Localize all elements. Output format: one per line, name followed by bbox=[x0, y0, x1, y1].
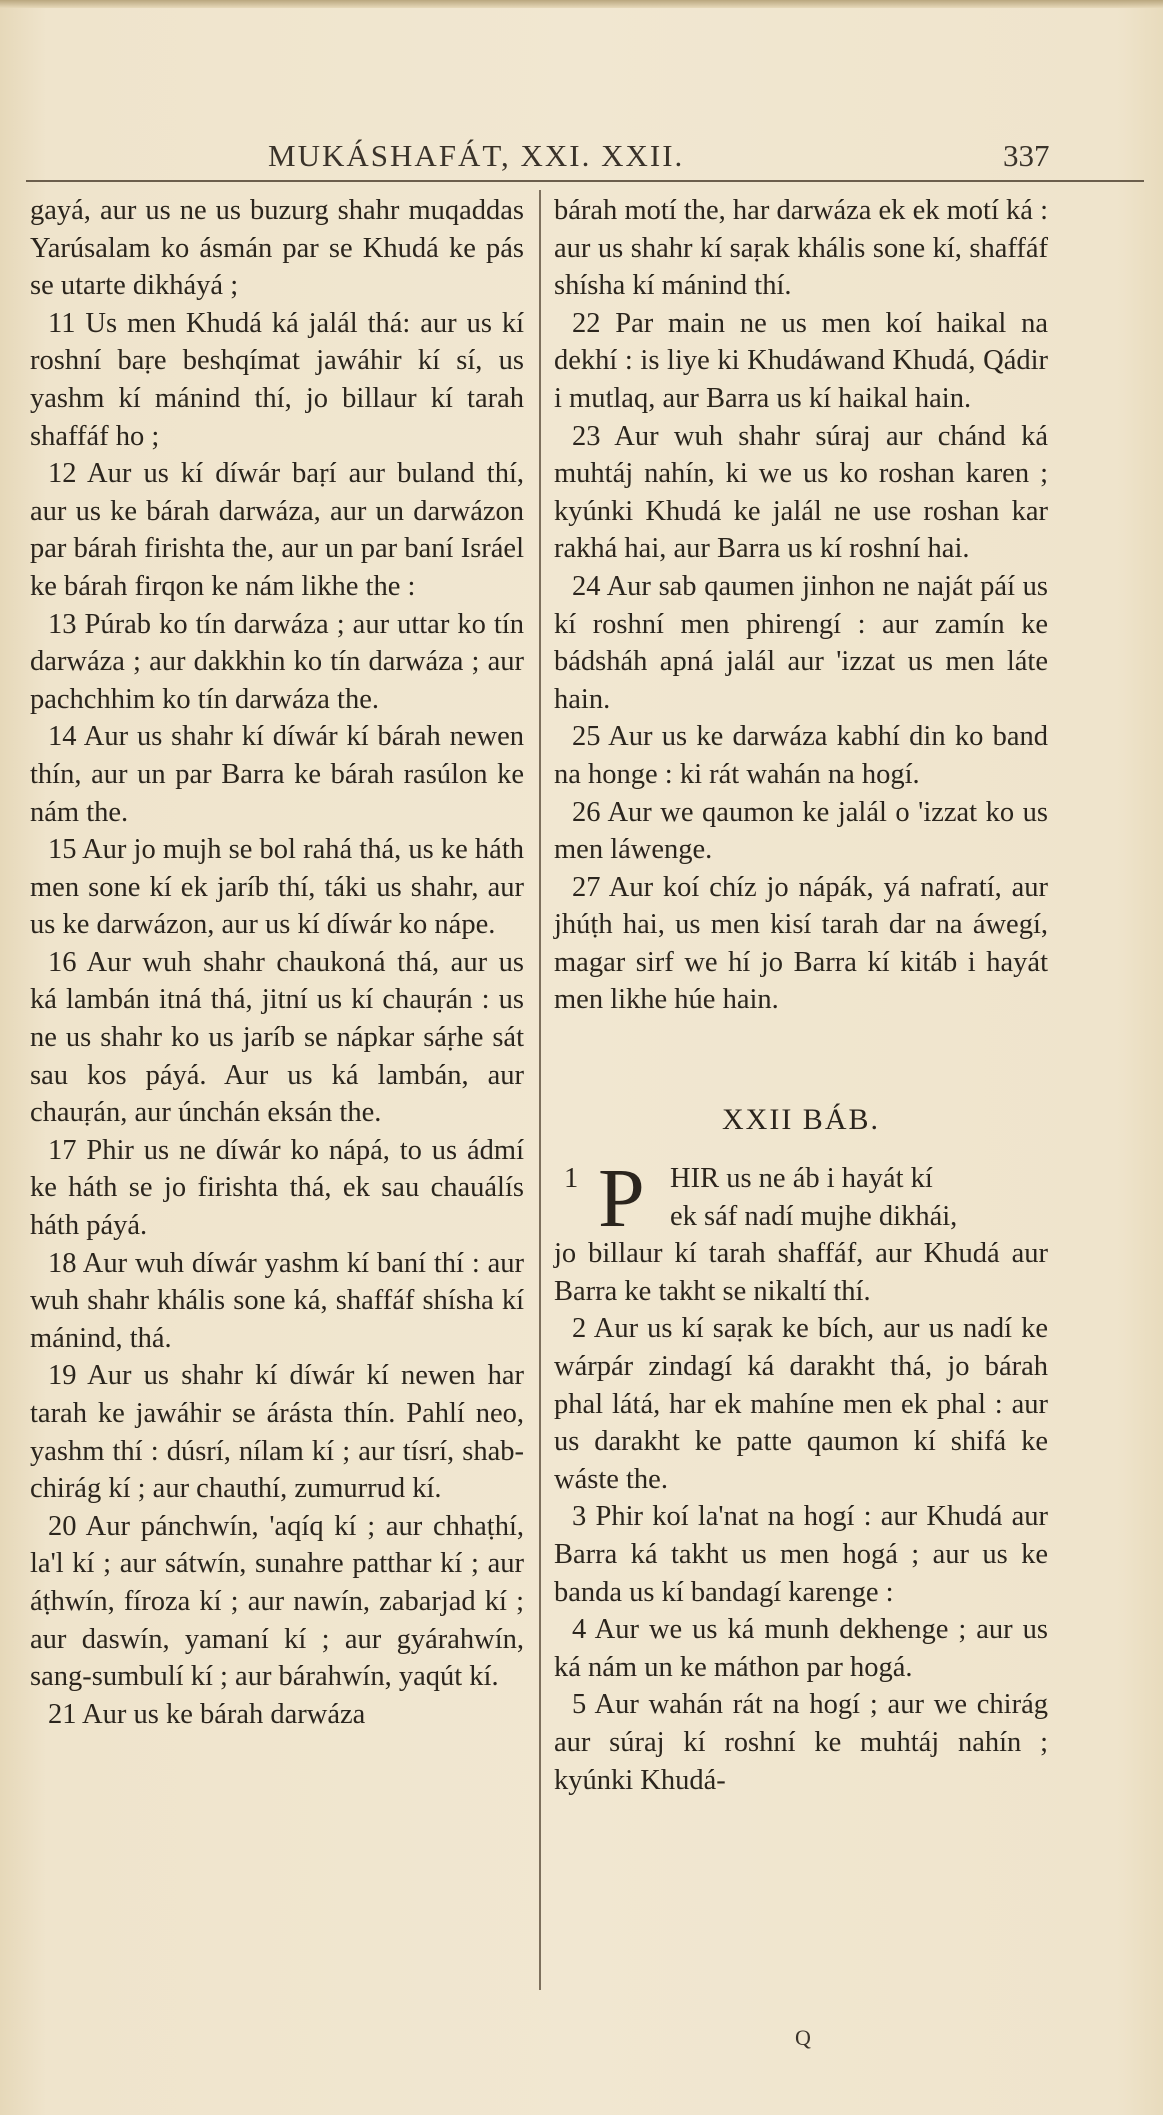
first-verse-rest: jo billaur kí tarah shaffáf, aur Khudá aur Barra ke takht se nikaltí thí. bbox=[554, 1238, 1048, 1307]
verse-paragraph: 11 Us men Khudá ká jalál thá: aur us kí roshní baṛe beshqímat jawáhir kí sí, us yashm kí mánind thí, jo billaur kí tarah shaffáf ho ; bbox=[30, 307, 524, 452]
drop-cap: P bbox=[598, 1152, 645, 1246]
verse-paragraph: 25 Aur us ke darwáza kabhí din ko band na honge : ki rát wahán na hogí. bbox=[554, 721, 1048, 790]
verse-paragraph: 3 Phir koí la'nat na hogí : aur Khudá aur Barra ká takht us men hogá ; aur us ke banda us kí bandagí karenge : bbox=[554, 1501, 1048, 1608]
verse-paragraph: 20 Aur pánchwín, 'aqíq kí ; aur chhaṭhí, la'l kí ; aur sátwín, sunahre patthar kí ; aur áṭhwín, fíroza kí ; aur nawín, zabarjad kí ; aur daswín, yamaní kí ; aur gyárahwín, sang-sumbulí kí ; aur bárahwín, yaqút kí. bbox=[30, 1510, 524, 1693]
verse-paragraph: 13 Púrab ko tín darwáza ; aur uttar ko tín darwáza ; aur dakkhin ko tín darwáza ; aur pachchhim ko tín darwáza the. bbox=[30, 608, 524, 715]
verse-paragraph: 5 Aur wahán rát na hogí ; aur we chirág aur súraj kí roshní ke muhtáj nahín ; kyúnki Khudá- bbox=[554, 1689, 1048, 1796]
header-rule bbox=[26, 180, 1144, 182]
chapter-title: XXII BÁB. bbox=[722, 1103, 880, 1137]
page-top-edge bbox=[0, 0, 1163, 8]
verse-paragraph: 26 Aur we qaumon ke jalál o 'izzat ko us men láwenge. bbox=[554, 796, 1048, 866]
verse-paragraph: 4 Aur we us ká munh dekhenge ; aur us ká nám un ke máthon par hogá. bbox=[554, 1614, 1048, 1683]
verse-paragraph: 18 Aur wuh díwár yashm kí baní thí : aur wuh shahr khális sone ká, shaffáf shísha kí mánind, thá. bbox=[30, 1247, 524, 1354]
column-divider bbox=[539, 190, 541, 1990]
verse-paragraph: 22 Par main ne us men koí haikal na dekhí : is liye ki Khudáwand Khudá, Qádir i mutlaq, aur Barra us kí haikal hain. bbox=[554, 307, 1048, 414]
verse-paragraph: 12 Aur us kí díwár baṛí aur buland thí, aur us ke bárah darwáza, aur un darwázon par bárah firishta the, aur un par baní Isráel ke bárah firqon ke nám likhe the : bbox=[30, 458, 524, 602]
verse-paragraph: gayá, aur us ne us buzurg shahr muqaddas Yarúsalam ko ásmán par se Khudá ke pás se utarte dikháyá ; bbox=[30, 195, 524, 302]
running-head: MUKÁSHAFÁT, XXI. XXII. bbox=[268, 138, 685, 173]
verse-paragraph: 27 Aur koí chíz jo nápák, yá nafratí, aur jhúṭh hai, us men kisí tarah dar na áwegí, magar sirf we hí jo Barra kí kitáb i hayát men likhe húe hain. bbox=[554, 871, 1048, 1016]
verse-paragraph: bárah motí the, har darwáza ek ek motí ká : aur us shahr kí saṛak khális sone kí, shaffáf shísha kí mánind thí. bbox=[554, 195, 1048, 302]
verse-paragraph: 16 Aur wuh shahr chaukoná thá, aur us ká lambán itná thá, jitní us kí chauṛán : us ne us shahr ko us jaríb se nápkar sáṛhe sát sau kos páyá. Aur us ká lambán, aur chauṛán, aur únchán eksán the. bbox=[30, 946, 524, 1129]
first-verse-paragraph bbox=[554, 1152, 1048, 1310]
verse-paragraph: 2 Aur us kí saṛak ke bích, aur us nadí ke wárpár zindagí ká darakht thá, jo bárah phal látá, har ek mahíne men ek phal : aur us darakht ke patte qaumon kí shifá ke wáste the. bbox=[554, 1313, 1048, 1495]
verse-paragraph: 21 Aur us ke bárah darwáza bbox=[48, 1698, 366, 1730]
verse-paragraph: 24 Aur sab qaumen jinhon ne naját páí us kí roshní men phirengí : aur zamín ke bádsháh apná jalál aur 'izzat us men láte hain. bbox=[554, 570, 1048, 715]
verse-paragraph: 15 Aur jo mujh se bol rahá thá, us ke háth men sone kí ek jaríb thí, táki us shahr, aur us ke darwázon, aur us kí díwár ko nápe. bbox=[30, 834, 524, 941]
verse-paragraph: 17 Phir us ne díwár ko nápá, to us ádmí ke háth se jo firishta thá, ek sau chauálís háth páyá. bbox=[30, 1134, 524, 1242]
verse-paragraph: 19 Aur us shahr kí díwár kí newen har tarah ke jawáhir se árásta thín. Pahlí neo, yashm thí : dúsrí, nílam kí ; aur tísrí, shab-chirág kí ; aur chauthí, zumurrud kí. bbox=[30, 1360, 524, 1505]
right-column bbox=[554, 192, 1048, 1799]
first-verse-line-1: HIR us ne áb i hayát kí bbox=[670, 1163, 933, 1195]
first-verse-line-2: ek sáf nadí mujhe dikhái, bbox=[670, 1200, 958, 1232]
verse-number: 1 bbox=[564, 1163, 579, 1195]
verse-paragraph: 14 Aur us shahr kí díwár kí bárah newen thín, aur un par Barra ke bárah rasúlon ke nám the. bbox=[30, 721, 524, 828]
signature-mark: Q bbox=[795, 2025, 811, 2050]
left-column bbox=[30, 192, 524, 1733]
page-number: 337 bbox=[1003, 138, 1050, 173]
verse-paragraph: 23 Aur wuh shahr súraj aur chánd ká muhtáj nahín, ki we us ko roshan karen ; kyúnki Khudá ke jalál ne use roshan kar rakhá hai, aur Barra us kí roshní hai. bbox=[554, 420, 1048, 565]
